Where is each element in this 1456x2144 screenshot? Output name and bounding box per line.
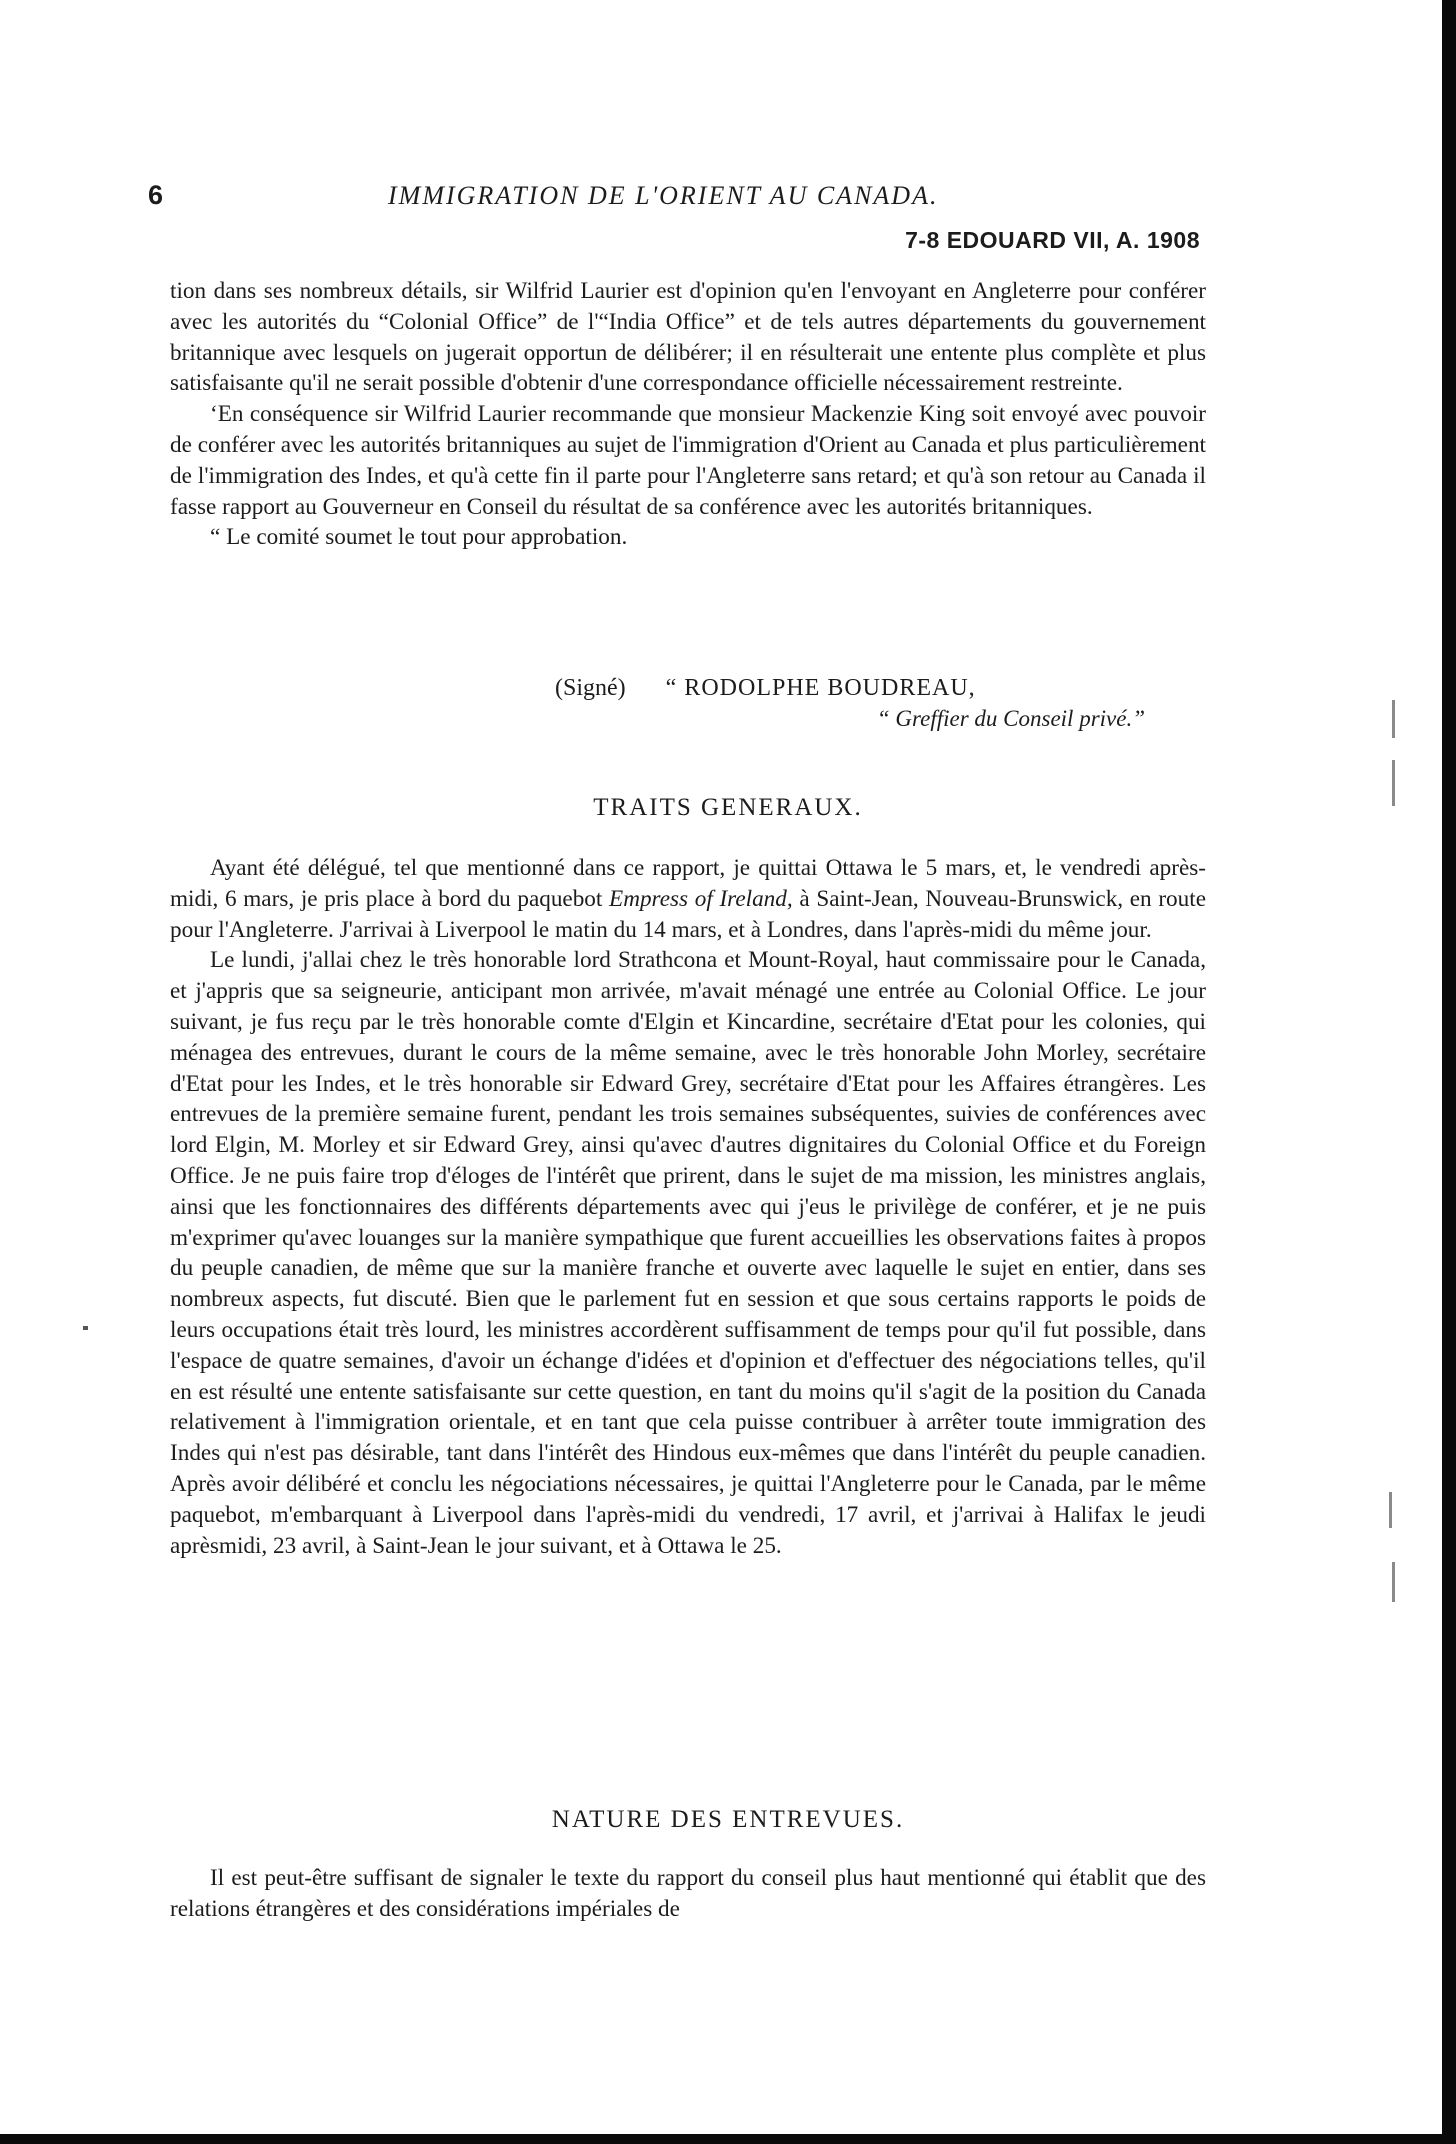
paragraph-text: Ayant été délégué, tel que mentionné dans ce rapport, je quittai Ottawa le 5 mars, et, le vendredi après-midi, 6 mars, je pris place à bord du paquebot (170, 855, 1206, 912)
paragraph: tion dans ses nombreux détails, sir Wilfrid Laurier est d'opinion qu'en l'envoyant en Angleterre pour conférer avec les autorités du “Colonial Office” de l'“India Office” et de tels autres départements du gouvernement britannique avec lesquels on jugerait opportun de délibérer; il en résulterait une entente plus complète et plus satisfaisante qu'il ne serait possible d'obtenir d'une correspondance officielle nécessairement restreinte. (170, 278, 1206, 397)
margin-mark (1392, 700, 1395, 738)
paragraph: “ Le comité soumet le tout pour approbation. (210, 524, 628, 551)
page-number: 6 (148, 180, 164, 210)
margin-dot (83, 1326, 88, 1330)
scan-border-bottom (0, 2134, 1456, 2144)
section-heading: TRAITS GENERAUX. (593, 794, 863, 821)
traits-section-text (170, 853, 1206, 1561)
paragraph: Il est peut-être suffisant de signaler le texte du rapport du conseil plus haut mentionné qui établit que des relations étrangères et des considérations impériales de (170, 1865, 1206, 1922)
paragraph: Le lundi, j'allai chez le très honorable lord Strathcona et Mount-Royal, haut commissaire pour le Canada, et j'appris que sa seigneurie, anticipant mon arrivée, m'avait ménagé une entrée au Colonial Office. Le jour suivant, je fus reçu par le très honorable comte d'Elgin et Kincardine, secrétaire d'Etat pour les colonies, qui ménagea des entrevues, durant le cours de la même semaine, avec le très honorable John Morley, secrétaire d'Etat pour les Indes, et le très honorable sir Edward Grey, secrétaire d'Etat pour les Affaires étrangères. Les entrevues de la première semaine furent, pendant les trois semaines subséquentes, suivies de conférences avec lord Elgin, M. Morley et sir Edward Grey, ainsi qu'avec d'autres dignitaires du Colonial Office et du Foreign Office. Je ne puis faire trop d'éloges de l'intérêt que prirent, dans le sujet de ma mission, les ministres anglais, ainsi que les fonctionnaires des différents départements avec qui j'eus le privilège de conférer, et je ne puis m'exprimer qu'avec louanges sur la manière sympathique que furent accueillies les observations faites à propos du peuple canadien, de même que sur la manière franche et ouverte avec laquelle le sujet en entier, dans ses nombreux aspects, fut discuté. Bien que le parlement fut en session et que sous certains rapports le poids de leurs occupations était très lourd, les ministres accordèrent suffisamment de temps pour qu'il fut possible, dans l'espace de quatre semaines, d'avoir un échange d'idées et d'opinion et d'effectuer des négociations telles, qu'il en est résulté une entente satisfaisante sur cette question, en tant du moins qu'il s'agit de la position du Canada relativement à l'immigration orientale, et en tant que cela puisse contribuer à arrêter toute immigration des Indes qui n'est pas désirable, tant dans l'intérêt des Hindous eux-mêmes que dans l'intérêt du peuple canadien. Après avoir délibéré et conclu les négociations nécessaires, je quittai l'Angleterre pour le Canada, par le même paquebot, m'embarquant à Liverpool dans l'après-midi du vendredi, 17 avril, et j'arrivai à Halifax le jeudi aprèsmidi, 23 avril, à Saint-Jean le jour suivant, et à Ottawa le 25. (170, 947, 1206, 1559)
paragraph (170, 853, 1206, 945)
signatory-name: “ RODOLPHE BOUDREAU, (665, 675, 976, 701)
paragraph: ‘En conséquence sir Wilfrid Laurier recommande que monsieur Mackenzie King soit envoyé avec pouvoir de conférer avec les autorités britanniques au sujet de l'immigration d'Orient au Canada et plus particulièrement de l'immigration des Indes, et qu'à cette fin il parte pour l'Angleterre sans retard; et qu'à son retour au Canada il fasse rapport au Gouverneur en Conseil du résultat de sa conférence avec les autorités britanniques. (170, 401, 1206, 520)
ship-name: Empress of Ireland, (609, 885, 793, 912)
nature-section-text (170, 1863, 1206, 1925)
running-title: IMMIGRATION DE L'ORIENT AU CANADA. (388, 181, 939, 210)
signature-line (555, 675, 976, 702)
council-report-text (170, 276, 1206, 553)
margin-mark (1389, 1492, 1392, 1528)
session-label: 7-8 EDOUARD VII, A. 1908 (905, 227, 1200, 253)
signatory-title: “ Greffier du Conseil privé.” (876, 706, 1145, 731)
margin-mark (1392, 1562, 1395, 1602)
paragraph-text: à Saint-Jean, Nouveau-Brunswick, en route pour l'Angleterre. J'arrivai à Liverpool le matin du 14 mars, et à Londres, dans l'après-midi du même jour. (170, 885, 1206, 943)
section-heading: NATURE DES ENTREVUES. (551, 1806, 905, 1833)
signature-prefix: (Signé) (555, 675, 626, 701)
